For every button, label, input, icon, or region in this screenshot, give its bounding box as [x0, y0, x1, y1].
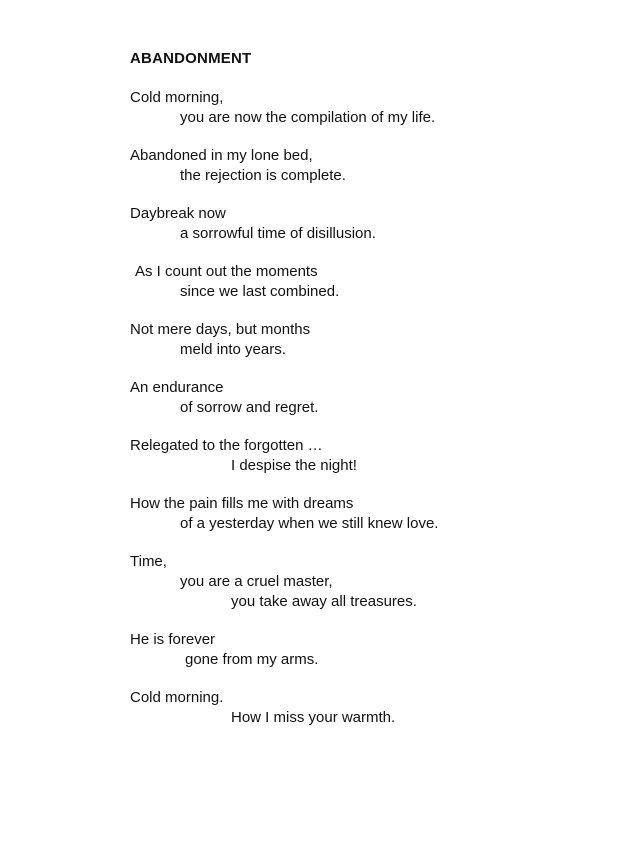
- poem-line: the rejection is complete.: [180, 167, 346, 184]
- stanza: [130, 552, 610, 630]
- poem-line: I despise the night!: [231, 457, 357, 474]
- stanza: [130, 378, 610, 436]
- poem-line: you take away all treasures.: [231, 593, 417, 610]
- poem-line: Cold morning,: [130, 89, 224, 106]
- poem-title: ABANDONMENT: [130, 50, 252, 67]
- poem-line: gone from my arms.: [185, 651, 319, 668]
- stanza: [130, 320, 610, 378]
- poem-line: How I miss your warmth.: [231, 709, 396, 726]
- poem-line: you are now the compilation of my life.: [180, 109, 436, 126]
- poem-line: As I count out the moments: [135, 263, 318, 280]
- stanza: [130, 262, 610, 320]
- stanza: [130, 204, 610, 262]
- stanza: [130, 630, 610, 688]
- poem-line: you are a cruel master,: [180, 573, 333, 590]
- poem-line: a sorrowful time of disillusion.: [180, 225, 376, 242]
- poem-line: Abandoned in my lone bed,: [130, 147, 313, 164]
- stanza: [130, 436, 610, 494]
- poem-line: since we last combined.: [180, 283, 340, 300]
- poem-line: How the pain fills me with dreams: [130, 495, 354, 512]
- stanza: [130, 88, 610, 146]
- poem-line: Cold morning.: [130, 689, 224, 706]
- stanza: [130, 494, 610, 552]
- poem-page: [130, 49, 610, 746]
- stanza: [130, 146, 610, 204]
- poem-line: of sorrow and regret.: [180, 399, 319, 416]
- poem-line: Not mere days, but months: [130, 321, 311, 338]
- poem-line: Time,: [130, 553, 167, 570]
- poem-line: He is forever: [130, 631, 216, 648]
- poem-line: Daybreak now: [130, 205, 226, 222]
- poem-line: An endurance: [130, 379, 224, 396]
- poem-line: meld into years.: [180, 341, 286, 358]
- poem-line: of a yesterday when we still knew love.: [180, 515, 439, 532]
- poem-line: Relegated to the forgotten …: [130, 437, 323, 454]
- stanza: [130, 688, 610, 746]
